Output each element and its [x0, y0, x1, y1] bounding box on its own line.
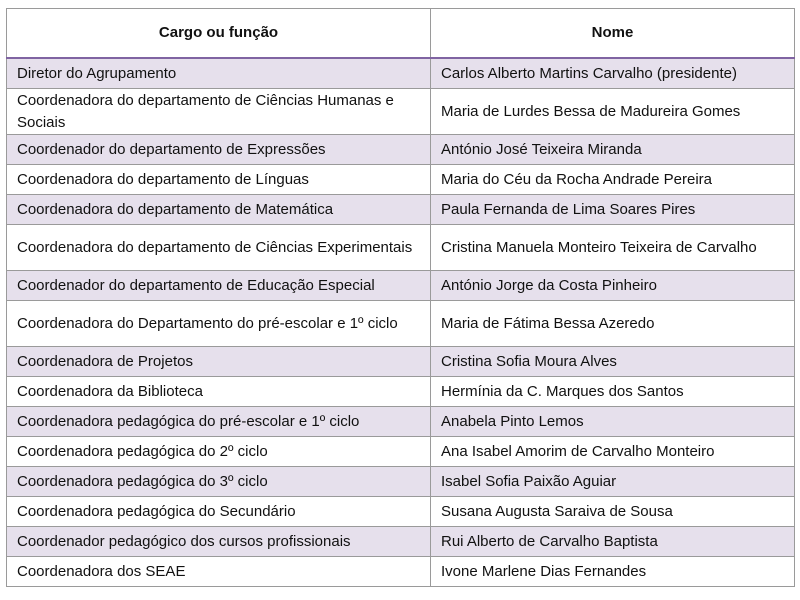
cell-name: Ivone Marlene Dias Fernandes — [431, 557, 795, 587]
table-row — [7, 527, 795, 557]
table-row — [7, 165, 795, 195]
cell-name: Isabel Sofia Paixão Aguiar — [431, 467, 795, 497]
cell-role: Coordenadora pedagógica do 2º ciclo — [7, 437, 431, 467]
table-row — [7, 271, 795, 301]
cell-name: Maria de Lurdes Bessa de Madureira Gomes — [431, 89, 795, 135]
cell-role: Coordenadora do Departamento do pré-escolar e 1º ciclo — [7, 301, 431, 347]
table-row — [7, 225, 795, 271]
cell-name: Paula Fernanda de Lima Soares Pires — [431, 195, 795, 225]
cell-name: Carlos Alberto Martins Carvalho (presidente) — [431, 58, 795, 89]
cell-name: Cristina Manuela Monteiro Teixeira de Carvalho — [431, 225, 795, 271]
table-header-row — [7, 9, 795, 59]
cell-role: Coordenador do departamento de Expressões — [7, 135, 431, 165]
cell-role: Coordenadora da Biblioteca — [7, 377, 431, 407]
table-row — [7, 467, 795, 497]
cell-role: Coordenadora pedagógica do Secundário — [7, 497, 431, 527]
table-row — [7, 58, 795, 89]
members-table — [6, 8, 795, 587]
cell-name: Susana Augusta Saraiva de Sousa — [431, 497, 795, 527]
table-row — [7, 497, 795, 527]
cell-name: Ana Isabel Amorim de Carvalho Monteiro — [431, 437, 795, 467]
table-container — [6, 8, 794, 587]
table-row — [7, 195, 795, 225]
cell-role: Coordenador pedagógico dos cursos profissionais — [7, 527, 431, 557]
cell-role: Coordenadora pedagógica do 3º ciclo — [7, 467, 431, 497]
cell-role: Coordenadora do departamento de Ciências Experimentais — [7, 225, 431, 271]
column-header-role: Cargo ou função — [7, 9, 431, 59]
cell-role: Coordenadora dos SEAE — [7, 557, 431, 587]
cell-role: Coordenador do departamento de Educação Especial — [7, 271, 431, 301]
column-header-name: Nome — [431, 9, 795, 59]
cell-role: Coordenadora pedagógica do pré-escolar e 1º ciclo — [7, 407, 431, 437]
table-row — [7, 407, 795, 437]
cell-role: Diretor do Agrupamento — [7, 58, 431, 89]
table-row — [7, 557, 795, 587]
cell-role: Coordenadora do departamento de Ciências Humanas e Sociais — [7, 89, 431, 135]
cell-name: António Jorge da Costa Pinheiro — [431, 271, 795, 301]
cell-name: Maria do Céu da Rocha Andrade Pereira — [431, 165, 795, 195]
cell-name: Maria de Fátima Bessa Azeredo — [431, 301, 795, 347]
cell-name: Rui Alberto de Carvalho Baptista — [431, 527, 795, 557]
cell-role: Coordenadora do departamento de Línguas — [7, 165, 431, 195]
cell-role: Coordenadora do departamento de Matemática — [7, 195, 431, 225]
cell-name: Cristina Sofia Moura Alves — [431, 347, 795, 377]
table-row — [7, 377, 795, 407]
cell-name: Anabela Pinto Lemos — [431, 407, 795, 437]
table-row — [7, 135, 795, 165]
cell-name: António José Teixeira Miranda — [431, 135, 795, 165]
table-row — [7, 437, 795, 467]
cell-role: Coordenadora de Projetos — [7, 347, 431, 377]
table-row — [7, 301, 795, 347]
cell-name: Hermínia da C. Marques dos Santos — [431, 377, 795, 407]
table-row — [7, 89, 795, 135]
table-row — [7, 347, 795, 377]
